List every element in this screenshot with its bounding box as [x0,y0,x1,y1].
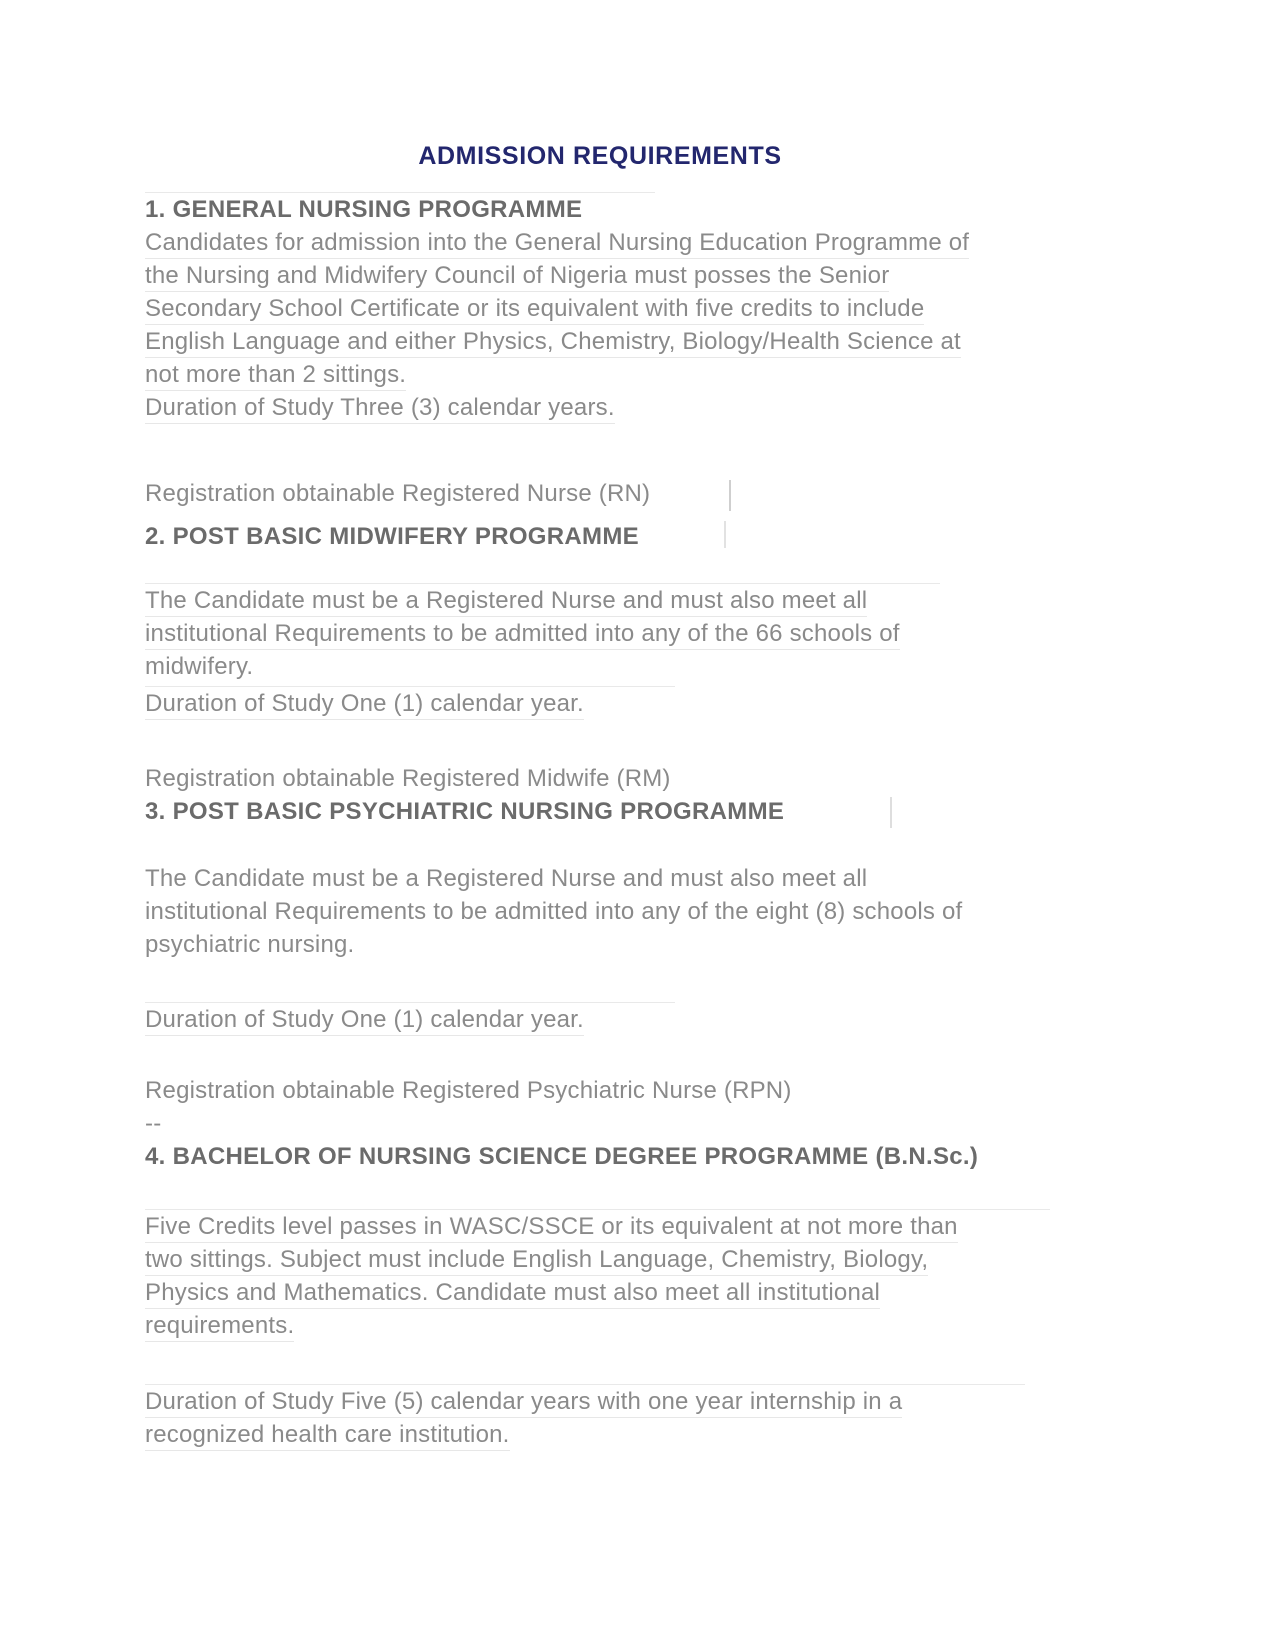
section-heading-1: 1. GENERAL NURSING PROGRAMME [145,196,583,223]
spacer [145,828,1055,862]
underlined-text: English Language and either Physics, Chemistry, Biology/Health Science at [145,327,961,358]
paragraph-line [145,1276,1055,1309]
underlined-text: Candidates for admission into the General Nursing Education Programme of [145,228,969,259]
underlined-text: Duration of Study One (1) calendar year. [145,1005,584,1036]
paragraph-line: institutional Requirements to be admitted into any of the eight (8) schools of [145,898,963,925]
paragraph-line: psychiatric nursing. [145,931,355,958]
table-cell-border [729,480,731,511]
underlined-text: The Candidate must be a Registered Nurse and must also meet all [145,586,867,617]
paragraph-line [145,292,1055,325]
paragraph-line [145,584,1055,617]
spacer [145,173,1055,192]
paragraph-line [145,1309,1055,1342]
underlined-text: requirements. [145,1311,294,1342]
spacer [145,553,1055,583]
paragraph-line [145,226,1055,259]
underlined-text: Duration of Study Five (5) calendar years with one year internship in a [145,1387,902,1418]
table-cell-border [724,521,726,548]
underlined-text: the Nursing and Midwifery Council of Nigeria must posses the Senior [145,261,889,292]
paragraph-line: The Candidate must be a Registered Nurse and must also meet all [145,865,868,892]
content-column [145,0,1055,1451]
duration-line-4 [145,1385,1055,1418]
registration-line-1: Registration obtainable Registered Nurse (RN) [145,480,651,507]
paragraph-line [145,358,1055,391]
section-heading-3: 3. POST BASIC PSYCHIATRIC NURSING PROGRAMME [145,798,785,825]
registration-line-2: Registration obtainable Registered Midwife (RM) [145,765,671,792]
underlined-text: Secondary School Certificate or its equivalent with five credits to include [145,294,924,325]
section-heading-2: 2. POST BASIC MIDWIFERY PROGRAMME [145,523,639,550]
paragraph-line [145,259,1055,292]
paragraph-line [145,617,1055,650]
duration-line-2 [145,687,1055,720]
duration-line-4b [145,1418,1055,1451]
spacer [145,720,1055,762]
underlined-text: Physics and Mathematics. Candidate must also meet all institutional [145,1278,880,1309]
paragraph-line [145,1243,1055,1276]
duration-line-1 [145,391,1055,424]
table-cell-border [890,797,892,828]
duration-line-3 [145,1003,1055,1036]
registration-line-3: Registration obtainable Registered Psychiatric Nurse (RPN) [145,1077,792,1104]
paragraph-line: midwifery. [145,653,254,680]
document-title: ADMISSION REQUIREMENTS [418,142,782,170]
paragraph-line [145,1210,1055,1243]
section-heading-4: 4. BACHELOR OF NURSING SCIENCE DEGREE PROGRAMME (B.N.Sc.) [145,1143,979,1170]
underlined-text: institutional Requirements to be admitted into any of the 66 schools of [145,619,900,650]
spacer [145,1036,1055,1074]
paragraph-line [145,325,1055,358]
underlined-text: Five Credits level passes in WASC/SSCE or its equivalent at not more than [145,1212,958,1243]
spacer [145,510,1055,520]
underlined-text: recognized health care institution. [145,1420,510,1451]
underlined-text: Duration of Study One (1) calendar year. [145,689,584,720]
spacer [145,424,1055,477]
underlined-text: two sittings. Subject must include English Language, Chemistry, Biology, [145,1245,928,1276]
spacer [145,1173,1055,1209]
spacer [145,961,1055,1002]
separator-dashes: -- [145,1110,162,1137]
spacer [145,1342,1055,1384]
underlined-text: not more than 2 sittings. [145,360,406,391]
underlined-text: Duration of Study Three (3) calendar years. [145,393,615,424]
